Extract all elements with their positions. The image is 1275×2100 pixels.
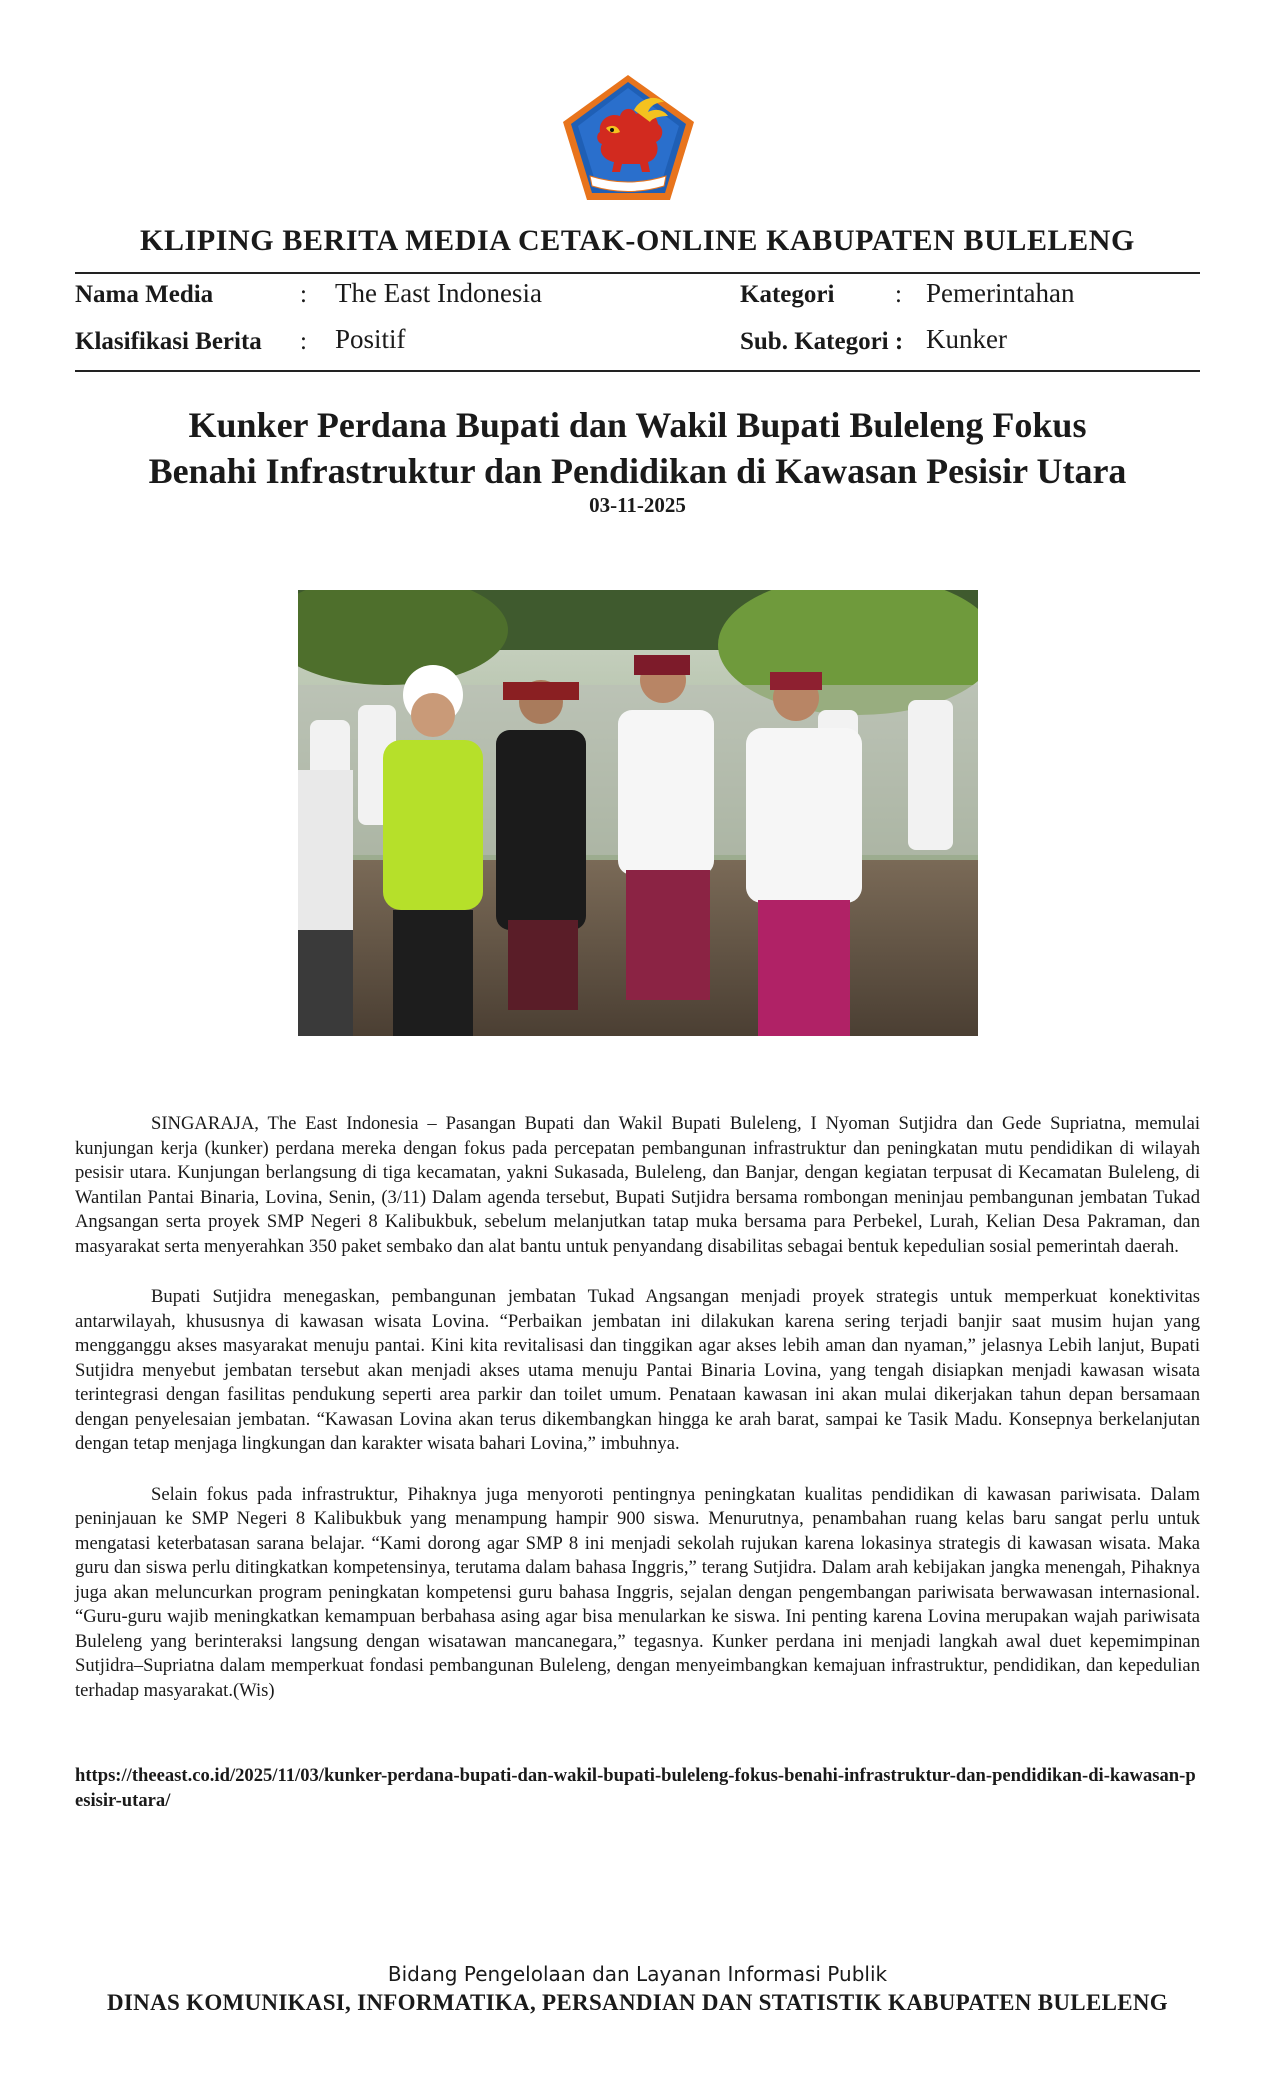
media-name-label: Nama Media: [75, 281, 214, 308]
kabupaten-buleleng-logo: [560, 72, 697, 203]
article-body: [75, 1112, 1200, 1729]
article-date: 03-11-2025: [589, 493, 686, 517]
footer-unit-name: Bidang Pengelolaan dan Layanan Informasi Publik: [387, 1962, 888, 1986]
header-top-divider: [75, 272, 1200, 274]
article-paragraph-1: SINGARAJA, The East Indonesia – Pasangan Bupati dan Wakil Bupati Buleleng, I Nyoman Sutjidra dan Gede Supriatna, memulai kunjungan kerja (kunker) perdana mereka dengan fokus pada percepatan pembangunan infrastruktur dan peningkatan mutu pendidikan di wilayah pesisir utara. Kunjungan berlangsung di tiga kecamatan, yakni Sukasada, Buleleng, dan Banjar, dengan kegiatan terpusat di Kecamatan Buleleng, di Wantilan Pantai Binaria, Lovina, Senin, (3/11) Dalam agenda tersebut, Bupati Sutjidra bersama rombongan meninjau pembangunan jembatan Tukad Angsangan serta proyek SMP Negeri 8 Kalibukbuk, sebelum melanjutkan tatap muka bersama para Perbekel, Lurah, Kelian Desa Pakraman, dan masyarakat serta menyerahkan 350 paket sembako dan alat bantu untuk penyandang disabilitas sebagai bentuk kepedulian sosial pemerintah daerah.: [75, 1113, 1200, 1257]
news-classification-value: Positif: [335, 324, 406, 354]
footer-agency-name: DINAS KOMUNIKASI, INFORMATIKA, PERSANDIAN DAN STATISTIK KABUPATEN BULELENG: [107, 1990, 1168, 2015]
subcategory-label: Sub. Kategori :: [740, 328, 904, 355]
article-paragraph-3: Selain fokus pada infrastruktur, Pihaknya juga menyoroti pentingnya peningkatan kualitas pendidikan di kawasan pariwisata. Dalam peninjauan ke SMP Negeri 8 Kalibukbuk yang menampung hampir 900 siswa. Menurutnya, penambahan ruang kelas baru sangat perlu untuk mengatasi keterbatasan sarana belajar. “Kami dorong agar SMP 8 ini menjadi sekolah rujukan karena lokasinya strategis di kawasan wisata. Maka guru dan siswa perlu ditingkatkan kompetensinya, terutama dalam bahasa Inggris,” terang Sutjidra. Dalam arah kebijakan jangka menengah, Pihaknya juga akan meluncurkan program peningkatan kompetensi guru bahasa Inggris, sejalan dengan pengembangan pariwisata berwawasan internasional. “Guru-guru wajib meningkatkan kemampuan berbahasa asing agar bisa menularkan ke siswa. Ini penting karena Lovina merupakan wajah pariwisata Buleleng yang berinteraksi langsung dengan wisatawan mancanegara,” tegasnya. Kunker perdana ini menjadi langkah awal duet kepemimpinan Sutjidra–Supriatna dalam memperkuat fondasi pembangunan Buleleng, dengan menyeimbangkan kemajuan infrastruktur, pendidikan, dan kepedulian terhadap masyarakat.(Wis): [75, 1483, 1200, 1701]
article-paragraph-2: Bupati Sutjidra menegaskan, pembangunan jembatan Tukad Angsangan menjadi proyek strategis untuk memperkuat konektivitas antarwilayah, khususnya di kawasan wisata Lovina. “Perbaikan jembatan ini dilakukan karena sering terjadi banjir saat musim hujan yang mengganggu akses masyarakat menuju pantai. Kini kita revitalisasi dan tinggikan agar akses lebih aman dan nyaman,” jelasnya Lebih lanjut, Bupati Sutjidra menyebut jembatan tersebut akan menjadi akses utama menuju Pantai Binaria Lovina, yang tengah disiapkan menjadi kawasan wisata terintegrasi dengan fasilitas pendukung seperti area parkir dan toilet umum. Penataan kawasan ini akan mulai dikerjakan tahun depan bersamaan dengan penyelesaian jembatan. “Kawasan Lovina akan terus dikembangkan hingga ke arah barat, sampai ke Tasik Madu. Konsepnya berkelanjutan dengan tetap menjaga lingkungan dan karakter wisata bahari Lovina,” imbuhnya.: [75, 1286, 1200, 1454]
category-colon: :: [895, 281, 902, 308]
source-link[interactable]: https://theeast.co.id/2025/11/03/kunker-perdana-bupati-dan-wakil-bupati-buleleng-fokus-benahi-infrastruktur-dan-pendidikan-di-kawasan-pesisir-utara/: [75, 1765, 1196, 1811]
headline-line-2: Benahi Infrastruktur dan Pendidikan di Kawasan Pesisir Utara: [148, 451, 1127, 491]
article-headline: [80, 402, 1195, 494]
news-classification-colon: :: [300, 328, 307, 355]
clipping-header-title: KLIPING BERITA MEDIA CETAK-ONLINE KABUPATEN BULELENG: [140, 224, 1135, 257]
category-label: Kategori: [740, 281, 835, 308]
photo-officials-site-visit: [298, 590, 978, 1036]
media-name-value: The East Indonesia: [335, 278, 542, 308]
news-classification-label: Klasifikasi Berita: [75, 328, 262, 355]
article-photo: [298, 590, 978, 1036]
media-name-colon: :: [300, 281, 307, 308]
subcategory-value: Kunker: [926, 324, 1007, 354]
header-bottom-divider: [75, 370, 1200, 372]
category-value: Pemerintahan: [926, 278, 1075, 308]
headline-line-1: Kunker Perdana Bupati dan Wakil Bupati Buleleng Fokus: [188, 405, 1087, 445]
singa-ambara-raja-emblem-icon: [560, 72, 697, 203]
